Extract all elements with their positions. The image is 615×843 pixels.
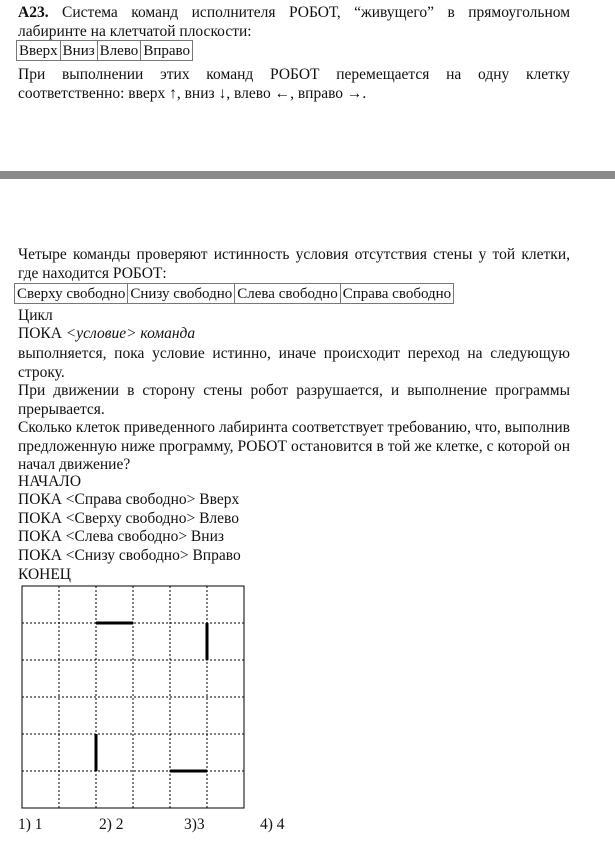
check-command-cell: Справа свободно [340,284,453,304]
answer-option-1[interactable]: 1) 1 [18,816,43,833]
task-number: A23. [18,4,49,21]
check-command-cell: Слева свободно [235,284,340,304]
loop-keyword: ПОКА [18,325,62,342]
program-line: ПОКА <Слева свободно> Вниз [18,528,224,545]
crash-description: При движении в сторону стены робот разрушается, и выполнение программы прерывается. [18,382,570,418]
answer-option-3[interactable]: 3)3 [184,816,205,833]
program-line: КОНЕЦ [18,566,72,583]
task-intro-text: Система команд исполнителя РОБОТ, “живущего” в прямоугольном лабиринте на клетчатой плоскости: [18,4,571,40]
move-commands-table [16,40,193,61]
page-divider [0,171,615,179]
check-commands-table [14,283,454,304]
move-command-cell: Вправо [141,41,193,61]
loop-label: Цикл [18,307,53,324]
check-command-cell: Снизу свободно [128,284,235,304]
loop-command: команда [140,325,196,342]
check-command-cell: Сверху свободно [15,284,128,304]
check-description: Четыре команды проверяют истинность условия отсутствия стены у той клетки, где находится РОБОТ: [18,246,570,282]
move-command-cell: Вверх [17,41,61,61]
answer-option-2[interactable]: 2) 2 [99,816,124,833]
loop-description: выполняется, пока условие истинно, иначе происходит переход на следующую строку. [18,345,570,381]
maze-grid [20,584,250,810]
loop-condition: <условие> [65,325,137,342]
question-text: Сколько клеток приведенного лабиринта соответствует требованию, что, выполнив предложенную ниже программу, РОБОТ остановится в той же клетке, с которой он начал движение? [18,419,570,473]
program-line: ПОКА <Сверху свободно> Влево [18,510,240,527]
program-line: ПОКА <Снизу свободно> Вправо [18,547,241,564]
program-line: НАЧАЛО [18,473,82,490]
program-line: ПОКА <Справа свободно> Вверх [18,491,240,508]
loop-syntax [18,325,195,344]
answer-options [0,816,615,836]
move-command-cell: Влево [97,41,141,61]
task-intro [18,4,570,41]
answer-option-4[interactable]: 4) 4 [260,816,285,833]
move-description: При выполнении этих команд РОБОТ перемещается на одну клетку соответственно: вверх ↑, вниз ↓, влево ←, вправо →. [18,66,570,102]
move-command-cell: Вниз [60,41,97,61]
